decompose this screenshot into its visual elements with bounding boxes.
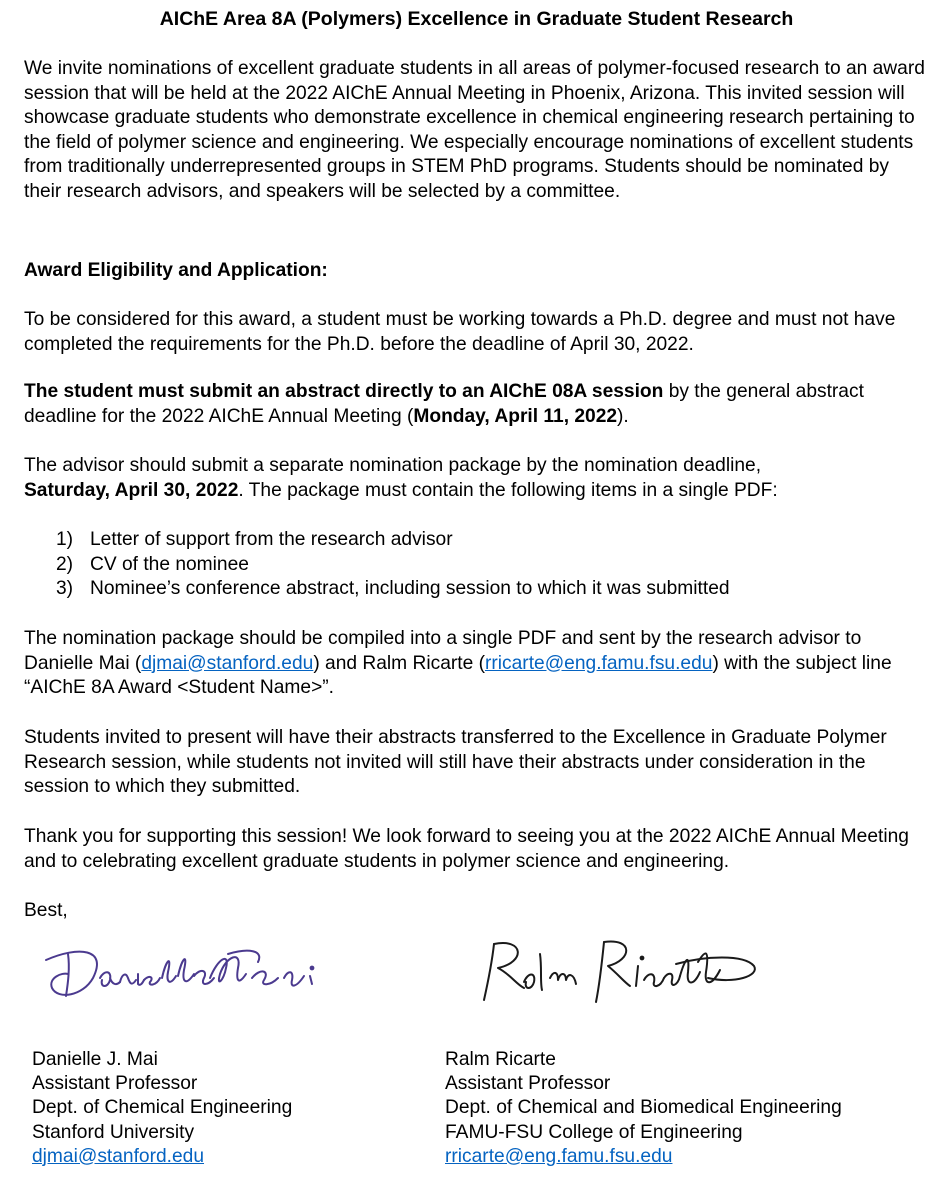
- signer-name: Danielle J. Mai: [32, 1049, 158, 1070]
- signature-danielle-mai: [38, 938, 328, 1008]
- advisor-lead-text: The advisor should submit a separate nomination package by the nomination deadline,: [24, 455, 762, 476]
- eligibility-heading: [24, 259, 929, 284]
- abstract-end-text: ).: [617, 405, 629, 427]
- signer-organization: FAMU-FSU College of Engineering: [445, 1121, 743, 1143]
- list-item-number: 3): [56, 578, 74, 599]
- invited-paragraph: Students invited to present will have their abstracts transferred to the Excellence in Graduate Polymer Research session, while students not invited will still have their abstracts under consideration in the session to which they submitted.: [24, 727, 887, 797]
- abstract-deadline: Monday, April 11, 2022: [413, 405, 618, 427]
- list-item: [24, 553, 929, 578]
- intro-paragraph: We invite nominations of excellent graduate students in all areas of polymer-focused research to an award session that will be held at the 2022 AIChE Annual Meeting in Phoenix, Arizona. This invited session will showcase graduate students who demonstrate excellence in chemical engineering research pertaining to the field of polymer science and engineering. We especially encourage nominations of excellent students from traditionally underrepresented groups in STEM PhD programs. Students should be nominated by their research advisors, and speakers will be selected by a committee.: [24, 58, 925, 202]
- signer-title: Assistant Professor: [32, 1073, 198, 1095]
- signer-block-mai: [32, 1048, 492, 1169]
- signer-title: Assistant Professor: [445, 1073, 611, 1095]
- package-text-2: ) and Ralm Ricarte (: [313, 652, 485, 674]
- nomination-deadline: Saturday, April 30, 2022: [24, 479, 239, 501]
- signer-department: Dept. of Chemical Engineering: [32, 1097, 293, 1119]
- advisor-end-text: . The package must contain the following items in a single PDF:: [238, 479, 778, 501]
- signature-ralm-ricarte: [454, 932, 774, 1012]
- eligibility-heading-text: Award Eligibility and Application:: [24, 260, 328, 281]
- list-item: [24, 577, 929, 602]
- list-item: [24, 528, 929, 553]
- signer-block-ricarte: [445, 1048, 905, 1169]
- eligibility-paragraph: To be considered for this award, a student must be working towards a Ph.D. degree and must not have completed the requirements for the Ph.D. before the deadline of April 30, 2022.: [24, 309, 896, 355]
- advisor-paragraph: [24, 454, 929, 503]
- requirements-list: [24, 528, 929, 602]
- list-item-text: CV of the nominee: [90, 553, 249, 575]
- signer-name: Ralm Ricarte: [445, 1049, 556, 1070]
- signer-email-link[interactable]: rricarte@eng.famu.fsu.edu: [445, 1145, 673, 1167]
- abstract-paragraph: [24, 380, 929, 429]
- package-text-1: The nomination package should be compiled into a single PDF and sent by the research advisor to Danielle Mai (: [24, 628, 862, 674]
- thanks-paragraph: Thank you for supporting this session! We look forward to seeing you at the 2022 AIChE Annual Meeting and to celebrating excellent graduate students in polymer science and engineering.: [24, 826, 909, 872]
- document-title: AIChE Area 8A (Polymers) Excellence in Graduate Student Research: [159, 8, 794, 30]
- package-text-3: ) with the subject line “AIChE 8A Award <Student Name>”.: [24, 652, 892, 698]
- signer-email-link[interactable]: djmai@stanford.edu: [32, 1145, 205, 1167]
- signer-organization: Stanford University: [32, 1121, 195, 1143]
- email-link-mai[interactable]: djmai@stanford.edu: [141, 652, 314, 674]
- list-item-number: 2): [56, 553, 74, 575]
- signer-department: Dept. of Chemical and Biomedical Engineering: [445, 1097, 842, 1119]
- list-item-number: 1): [56, 529, 74, 550]
- abstract-bold-lead: The student must submit an abstract directly to an AIChE 08A session: [24, 381, 664, 402]
- email-link-ricarte[interactable]: rricarte@eng.famu.fsu.edu: [485, 652, 713, 674]
- package-paragraph: [24, 627, 929, 701]
- closing-text: Best,: [24, 900, 68, 921]
- list-item-text: Nominee’s conference abstract, including session to which it was submitted: [90, 578, 730, 599]
- abstract-mid-text: by the general abstract deadline for the 2022 AIChE Annual Meeting (: [24, 381, 864, 427]
- list-item-text: Letter of support from the research advisor: [90, 529, 453, 550]
